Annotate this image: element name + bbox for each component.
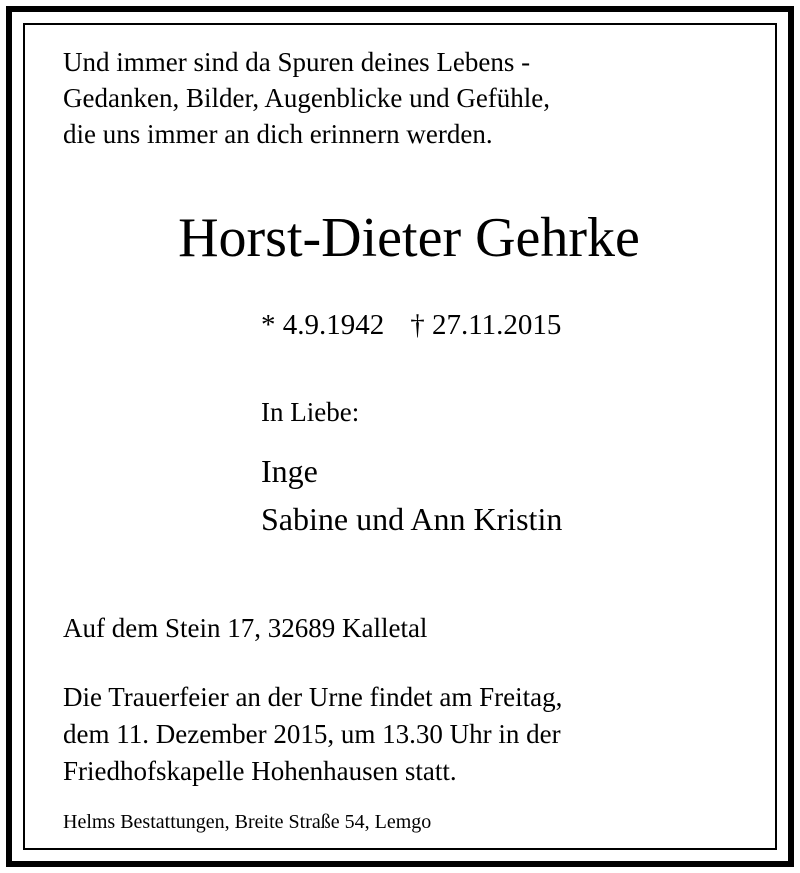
funeral-notice xyxy=(63,679,562,790)
mourners-list xyxy=(261,447,562,543)
life-dates xyxy=(261,305,561,345)
mourners-label: In Liebe: xyxy=(261,397,360,427)
mourner-name: Sabine und Ann Kristin xyxy=(261,501,563,537)
undertaker-info: Helms Bestattungen, Breite Straße 54, Lemgo xyxy=(63,811,432,833)
memorial-poem xyxy=(63,44,550,152)
poem-line: die uns immer an dich erinnern werden. xyxy=(63,119,493,149)
funeral-notice-line: Die Trauerfeier an der Urne findet am Freitag, xyxy=(63,682,563,712)
family-address: Auf dem Stein 17, 32689 Kalletal xyxy=(63,613,428,643)
mourner-name: Inge xyxy=(261,453,318,489)
birth-date: * 4.9.1942 xyxy=(261,309,385,341)
funeral-notice-line: Friedhofskapelle Hohenhausen statt. xyxy=(63,756,457,786)
death-date: † 27.11.2015 xyxy=(410,309,562,341)
poem-line: Gedanken, Bilder, Augenblicke und Gefühle, xyxy=(63,83,551,113)
poem-line: Und immer sind da Spuren deines Lebens - xyxy=(63,47,531,77)
funeral-notice-line: dem 11. Dezember 2015, um 13.30 Uhr in der xyxy=(63,719,561,749)
deceased-name: Horst-Dieter Gehrke xyxy=(178,207,640,269)
